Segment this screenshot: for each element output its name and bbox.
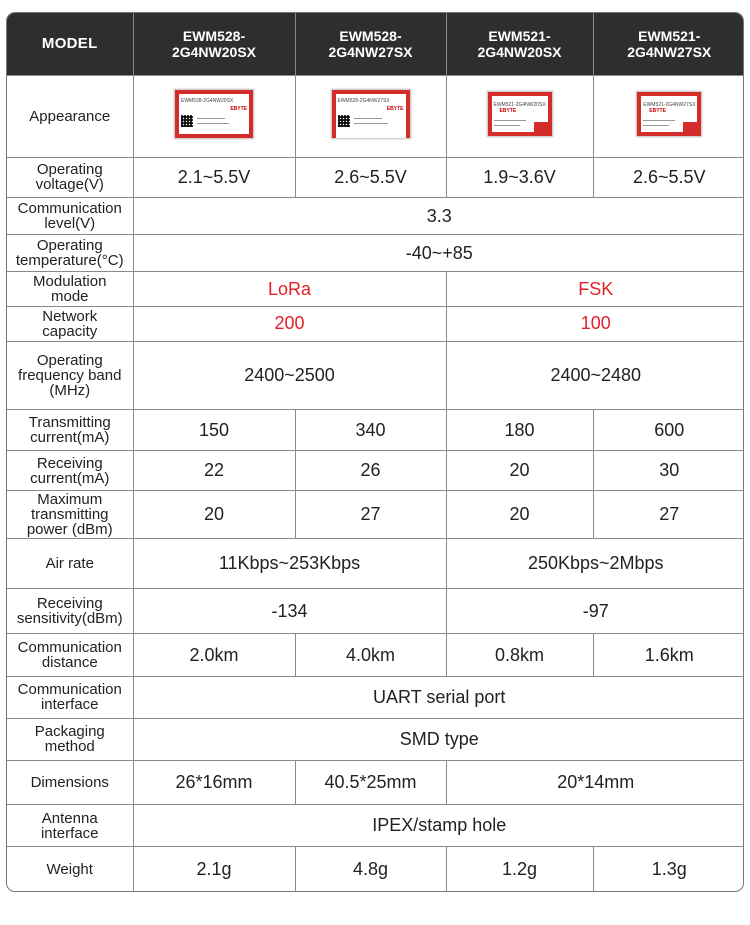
row-operating-temperature bbox=[7, 235, 744, 272]
row-operating-voltage bbox=[7, 157, 744, 197]
row-label: Antenna interface bbox=[7, 804, 133, 846]
row-label: Maximum transmitting power (dBm) bbox=[7, 491, 133, 538]
value-cell: FSK bbox=[446, 272, 744, 306]
model-name-line-2: 2G4NW20SX bbox=[171, 43, 257, 60]
value-cell: 30 bbox=[593, 451, 744, 491]
row-label: Communication distance bbox=[7, 634, 133, 677]
module-image bbox=[487, 91, 553, 137]
model-col-3 bbox=[446, 13, 593, 75]
row-label: Air rate bbox=[7, 538, 133, 588]
row-label: Packaging method bbox=[7, 718, 133, 760]
value-cell: 26 bbox=[295, 451, 446, 491]
value-cell: 22 bbox=[133, 451, 295, 491]
row-communication-level bbox=[7, 198, 744, 235]
model-name-line-1: EWM528- bbox=[339, 27, 402, 44]
model-name-line-1: EWM521- bbox=[638, 27, 701, 44]
row-label: Communication interface bbox=[7, 677, 133, 718]
value-cell: 20 bbox=[446, 491, 593, 538]
model-col-4 bbox=[593, 13, 744, 75]
model-col-1 bbox=[133, 13, 295, 75]
value-cell: -40~+85 bbox=[133, 235, 744, 272]
row-label: Weight bbox=[7, 847, 133, 891]
value-cell: SMD type bbox=[133, 718, 744, 760]
row-dimensions bbox=[7, 760, 744, 804]
module-brand: EBYTE bbox=[649, 107, 666, 114]
value-cell: 2400~2500 bbox=[133, 341, 446, 409]
appearance-cell bbox=[593, 75, 744, 157]
appearance-cell bbox=[295, 75, 446, 157]
row-packaging-method bbox=[7, 718, 744, 760]
value-cell: 1.9~3.6V bbox=[446, 157, 593, 197]
row-label: Communication level(V) bbox=[7, 198, 133, 235]
row-network-capacity bbox=[7, 306, 744, 341]
value-cell: 1.3g bbox=[593, 847, 744, 891]
row-receiving-sensitivity bbox=[7, 588, 744, 633]
row-antenna-interface bbox=[7, 804, 744, 846]
row-air-rate bbox=[7, 538, 744, 588]
model-name-line-1: EWM521- bbox=[488, 27, 551, 44]
row-label: Receiving current(mA) bbox=[7, 451, 133, 491]
value-cell: 200 bbox=[133, 306, 446, 341]
value-cell: 3.3 bbox=[133, 198, 744, 235]
row-modulation-mode bbox=[7, 272, 744, 306]
value-cell: -97 bbox=[446, 588, 744, 633]
module-image bbox=[636, 91, 702, 137]
value-cell: 2.6~5.5V bbox=[593, 157, 744, 197]
value-cell: 11Kbps~253Kbps bbox=[133, 538, 446, 588]
row-label: Modulation mode bbox=[7, 272, 133, 306]
value-cell: 26*16mm bbox=[133, 760, 295, 804]
model-col-2 bbox=[295, 13, 446, 75]
module-part-number: EWM528-2G4NW20SX bbox=[181, 97, 234, 104]
row-label: Operating voltage(V) bbox=[7, 157, 133, 197]
value-cell: 150 bbox=[133, 410, 295, 451]
value-cell: IPEX/stamp hole bbox=[133, 804, 744, 846]
appearance-cell bbox=[133, 75, 295, 157]
value-cell: 1.2g bbox=[446, 847, 593, 891]
value-cell: 1.6km bbox=[593, 634, 744, 677]
value-cell: 250Kbps~2Mbps bbox=[446, 538, 744, 588]
value-cell: LoRa bbox=[133, 272, 446, 306]
module-part-number: EWM521-2G4NW27SX bbox=[643, 101, 696, 108]
spec-comparison-table bbox=[6, 12, 744, 892]
value-cell: -134 bbox=[133, 588, 446, 633]
model-name-line-2: 2G4NW27SX bbox=[328, 43, 413, 60]
value-cell: 600 bbox=[593, 410, 744, 451]
value-cell: 2.1~5.5V bbox=[133, 157, 295, 197]
value-cell: UART serial port bbox=[133, 677, 744, 718]
value-cell: 27 bbox=[593, 491, 744, 538]
value-cell: 2.0km bbox=[133, 634, 295, 677]
value-cell: 20 bbox=[446, 451, 593, 491]
value-cell: 20*14mm bbox=[446, 760, 744, 804]
row-label: Dimensions bbox=[7, 760, 133, 804]
module-brand: EBYTE bbox=[386, 105, 404, 112]
value-cell: 20 bbox=[133, 491, 295, 538]
value-cell: 2.6~5.5V bbox=[295, 157, 446, 197]
module-brand: EBYTE bbox=[230, 105, 247, 112]
row-label: Operating frequency band (MHz) bbox=[7, 341, 133, 409]
row-receiving-current bbox=[7, 451, 744, 491]
row-communication-interface bbox=[7, 677, 744, 718]
module-brand: EBYTE bbox=[499, 107, 517, 114]
value-cell: 2.1g bbox=[133, 847, 295, 891]
row-label: Transmitting current(mA) bbox=[7, 410, 133, 451]
row-label: Receiving sensitivity(dBm) bbox=[7, 588, 133, 633]
value-cell: 180 bbox=[446, 410, 593, 451]
value-cell: 4.8g bbox=[295, 847, 446, 891]
row-label: Network capacity bbox=[7, 306, 133, 341]
value-cell: 340 bbox=[295, 410, 446, 451]
model-name-line-1: EWM528- bbox=[182, 27, 246, 44]
value-cell: 0.8km bbox=[446, 634, 593, 677]
value-cell: 27 bbox=[295, 491, 446, 538]
appearance-cell bbox=[446, 75, 593, 157]
row-weight bbox=[7, 847, 744, 891]
row-label: Appearance bbox=[7, 75, 133, 157]
value-cell: 4.0km bbox=[295, 634, 446, 677]
row-transmitting-current bbox=[7, 410, 744, 451]
value-cell: 100 bbox=[446, 306, 744, 341]
row-max-transmitting-power bbox=[7, 491, 744, 538]
module-part-number: EWM521-2G4NW20SX bbox=[493, 101, 546, 108]
row-communication-distance bbox=[7, 634, 744, 677]
model-header: MODEL bbox=[7, 13, 133, 75]
value-cell: 2400~2480 bbox=[446, 341, 744, 409]
value-cell: 40.5*25mm bbox=[295, 760, 446, 804]
row-label: Operating temperature(°C) bbox=[7, 235, 133, 272]
module-part-number: EWM528-2G4NW27SX bbox=[337, 97, 390, 104]
model-name-line-2: 2G4NW20SX bbox=[477, 43, 562, 60]
module-image bbox=[331, 89, 411, 139]
module-image bbox=[174, 89, 254, 139]
header-row bbox=[7, 13, 744, 75]
row-appearance bbox=[7, 75, 744, 157]
model-name-line-2: 2G4NW27SX bbox=[627, 43, 712, 60]
row-frequency-band bbox=[7, 341, 744, 409]
